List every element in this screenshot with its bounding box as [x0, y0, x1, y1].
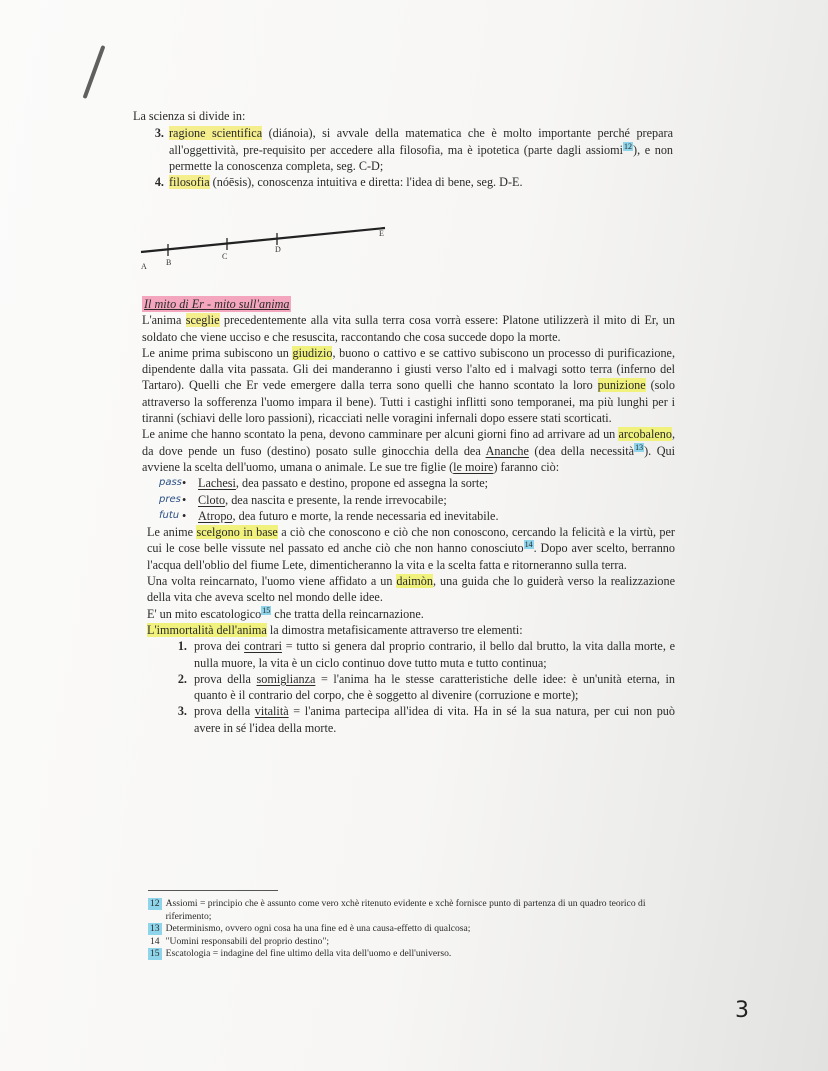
list-item: • futu Atropo, dea futuro e morte, la rende necessaria ed inevitabile.: [182, 508, 675, 524]
paragraph: E' un mito escatologico$^{15}$ che tratta della reincarnazione.: [147, 605, 424, 621]
footnote-ref[interactable]: 14: [524, 540, 533, 550]
footnote-ref[interactable]: 13: [635, 442, 644, 452]
footnote: 13 Determinismo, ovvero ogni cosa ha una fine ed è una causa-effetto di qualcosa;: [150, 923, 471, 934]
list-item: 1. prova dei contrari = tutto si genera dal proprio contrario, il bello dal brutto, la vita dalla morte, e nulla muore, la vita è un ciclo continuo dove tutto muta e tutto continua;: [190, 638, 675, 671]
paragraph: Le anime che hanno scontato la pena, devono camminare per alcuni giorni fino ad arrivare ad un arcobaleno, da dove pende un fuso (destino) posato sulle ginocchia della dea Ananche (dea della necessità$^{13}$). Qui avviene la scelta dell'uomo, umana o animale. Le sue tre figlie (le moire) faranno ciò:: [142, 427, 675, 474]
section-title: Il mito di Er - mito sull'anima: [144, 297, 290, 311]
footnote: 12 Assiomi = principio che è assunto come vero xchè ritenuto evidente e xchè fornisce punto di partenza di un quadro teorico di riferimento;: [150, 898, 646, 922]
list-item: • pres Cloto, dea nascita e presente, la rende irrevocabile;: [182, 492, 675, 508]
footnotes: [148, 890, 668, 961]
handwritten-note: • pres: [159, 493, 181, 505]
paragraph: Le anime prima subiscono un giudizio, buono o cattivo e se cattivo subiscono un processo di purificazione, dipendente dalla vita passata. Gli dei manderanno i giusti verso l'alto ed i malvagi sotto terra (inferno del Tartaro). Quelli che Er vede emergere dalla terra sono quelli che hanno scontato la loro punizione (solo attraverso la sofferenza l'uomo impara il bene). Tutti i castighi inflitti sono temporanei, ma più lunghi per i tiranni (schiavi delle loro passioni), ricacciati nelle voragini infernali dopo essere stati scorticati.: [142, 345, 675, 426]
intro-text: La scienza si divide in:: [133, 109, 246, 123]
list-item: • pass Lachesi, dea passato e destino, propone ed assegna la sorte;: [182, 475, 675, 491]
label-b: B: [166, 258, 172, 267]
label-c: C: [222, 252, 228, 261]
segment-diagram: [133, 222, 403, 272]
handwritten-note: • futu: [159, 509, 180, 521]
segment-line: [141, 228, 385, 252]
page-number: 3: [735, 998, 749, 1023]
science-list: [133, 125, 673, 190]
footnote-ref[interactable]: 12: [624, 141, 633, 151]
footnote: 14 "Uomini responsabili del proprio destino";: [150, 935, 330, 947]
handwritten-note: • pass: [159, 477, 182, 489]
label-a: A: [141, 262, 147, 271]
list-item: 3. prova della vitalità = l'anima partecipa all'idea di vita. Ha in sé la sua natura, per cui non può avere in sé l'idea della morte.: [190, 703, 675, 736]
paragraph: Una volta reincarnato, l'uomo viene affidato a un daimòn, una guida che lo guiderà verso la realizzazione della vita che aveva scelto nel mondo delle idee.: [147, 574, 675, 605]
proofs-list: [142, 638, 675, 736]
list-item: 4. filosofia (nóēsis), conoscenza intuitiva e diretta: l'idea di bene, seg. D-E.: [167, 174, 673, 190]
paragraph: Le anime scelgono in base a ciò che conoscono e ciò che non conoscono, cercando la felicità e la virtù, per cui le cose belle vissute nel passato ed anche ciò che non hanno conosciuto$^{14}$. Dopo aver scelto, berranno l'acqua dell'oblio del fiume Lete, dimenticheranno la vita e la scelta fatta e ritorneranno sulla terra.: [147, 525, 675, 572]
footnote: 15 Escatologia = indagine del fine ultimo della vita dell'uomo e dell'universo.: [150, 948, 452, 959]
list-item: 2. prova della somiglianza = l'anima ha le stesse caratteristiche delle idee: è un'unità eterna, in quanto è il contrario del corpo, che è soggetto al divenire (corruzione e morte);: [190, 671, 675, 704]
science-section: [133, 108, 673, 190]
moire-list: [142, 475, 675, 524]
paragraph: L'immortalità dell'anima la dimostra metafisicamente attraverso tre elementi:: [147, 622, 523, 637]
list-item: 3. ragione scientifica (diánoia), si avvale della matematica che è molto importante perché prepara all'oggettività, pre-requisito per accedere alla filosofia, ma è ipotetica (parte dagli assiomi$^{12}$), e non permette la conoscenza completa, seg. C-D;: [167, 125, 673, 174]
label-e: E: [379, 229, 384, 238]
footnote-ref[interactable]: 15: [262, 605, 271, 615]
paragraph: L'anima sceglie precedentemente alla vita sulla terra cosa vorrà essere: Platone utilizzerà il mito di Er, un soldato che viene ucciso e che resuscita, raccontando che cosa succede dopo la morte.: [142, 313, 675, 344]
myth-section: [142, 296, 675, 736]
label-d: D: [275, 245, 281, 254]
footnote-rule: [148, 890, 278, 891]
